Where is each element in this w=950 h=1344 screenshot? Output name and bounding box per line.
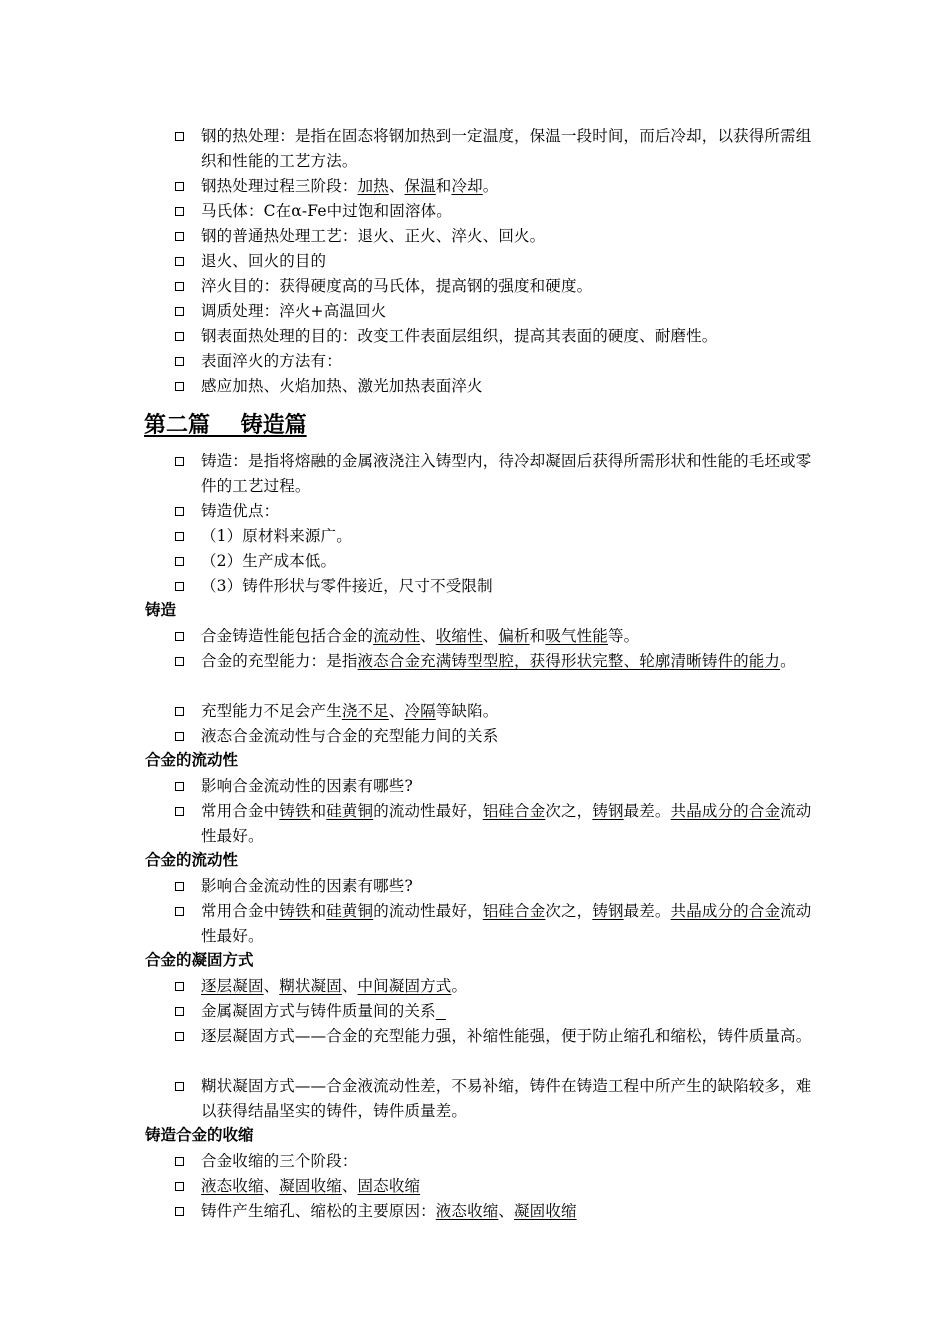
list-item: 逐层凝固方式——合金的充型能力强，补缩性能强，便于防止缩孔和缩松，铸件质量高。 [201,1027,812,1045]
checkbox-icon [175,907,184,916]
underlined-term: 冷却 [451,177,483,195]
underlined-term: 液态收缩 [201,1177,264,1195]
text: 和 [529,627,546,645]
text: 、 [263,1177,280,1195]
list-item: 调质处理：淬火+高温回火 [201,302,387,320]
checkbox-icon [175,182,184,191]
list-item [201,174,813,199]
text: 、 [420,627,436,645]
checkbox-icon [175,707,184,716]
text: 充型能力不足会产生 [201,702,342,720]
text: 金属凝固方式与铸件质量间的关系 [201,1002,436,1020]
underlined-term: 收缩性 [435,627,483,645]
text: 、 [482,627,499,645]
text: 。 [482,177,499,195]
text: 、 [341,1177,358,1195]
underlined-term: 铝硅合金 [482,802,546,820]
checkbox-icon [175,457,184,466]
text: 、 [498,1202,515,1220]
list-item: 钢的热处理：是指在固态将钢加热到一定温度，保温一段时间，而后冷却，以获得所需组织和性能的工艺方法。 [201,127,812,170]
underlined-term: 液态收缩 [435,1202,499,1220]
underlined-term: 偏析 [498,627,530,645]
underlined-term: 中间凝固方式 [357,977,452,995]
list-item: 铸造：是指将熔融的金属液浇注入铸型内，待冷却凝固后获得所需形状和性能的毛坯或零件的工艺过程。 [201,452,812,495]
list-item: 影响合金流动性的因素有哪些? [201,877,413,895]
checkbox-icon [175,582,184,591]
list-item [201,699,813,724]
checkbox-icon [175,382,184,391]
checkbox-icon [175,357,184,366]
list-item [201,999,813,1024]
section-heading: 合金的流动性 [145,851,239,869]
checkbox-icon [175,1207,184,1216]
text: 的流动性最好， [373,802,483,820]
list-item [201,624,813,649]
list-item [201,1174,813,1199]
list-item: 钢表面热处理的目的：改变工件表面层组织，提高其表面的硬度、耐磨性。 [201,327,718,345]
text: 。 [451,977,468,995]
section-heading: 铸造 [145,601,177,619]
list-item [201,1199,813,1224]
text: 的流动性最好， [373,902,483,920]
text: 流动性最好。 [201,802,812,845]
text: 、 [263,977,280,995]
text: 等缺陷。 [435,702,499,720]
text: 次之， [545,902,593,920]
checkbox-icon [175,1007,184,1016]
text: 和 [435,177,452,195]
list-item: （3）铸件形状与零件接近，尺寸不受限制 [201,577,493,595]
list-item [201,899,813,949]
text: 。 [780,652,796,670]
text: 、 [388,702,405,720]
checkbox-icon [175,632,184,641]
underlined-term: 铸铁 [279,802,311,820]
text: 、 [388,177,405,195]
checkbox-icon [175,732,184,741]
checkbox-icon [175,1082,184,1091]
text: 铸件产生缩孔、缩松的主要原因： [201,1202,436,1220]
list-item: 影响合金流动性的因素有哪些? [201,777,413,795]
list-item: （1）原材料来源广。 [201,527,352,545]
section-heading: 合金的流动性 [145,751,239,769]
list-item: 淬火目的：获得硬度高的马氏体，提高钢的强度和硬度。 [201,277,593,295]
list-item: 退火、回火的目的 [201,252,327,270]
text: 和 [310,802,327,820]
underlined-term: 硅黄铜 [326,802,374,820]
text: 流动性最好。 [201,902,812,945]
underlined-term: 凝固收缩 [514,1202,577,1220]
checkbox-icon [175,882,184,891]
underlined-term: 共晶成分的合金 [670,802,781,820]
checkbox-icon [175,207,184,216]
checkbox-icon [175,1157,184,1166]
text: 、 [341,977,358,995]
underlined-term: 浇不足 [341,702,389,720]
checkbox-icon [175,282,184,291]
text: 钢热处理过程三阶段： [201,177,358,195]
checkbox-icon [175,657,184,666]
list-item: 液态合金流动性与合金的充型能力间的关系 [201,727,499,745]
checkbox-icon [175,1182,184,1191]
text: 合金铸造性能包括合金的 [201,627,374,645]
underlined-term: 保温 [404,177,436,195]
text: 等。 [607,627,640,645]
checkbox-icon [175,257,184,266]
text: 常用合金中 [201,802,280,820]
checkbox-icon [175,307,184,316]
list-item: 表面淬火的方法有： [201,352,342,370]
text: 次之， [545,802,593,820]
blank-underline [436,1002,446,1020]
text: 和 [310,902,327,920]
checkbox-icon [175,532,184,541]
checkbox-icon [175,557,184,566]
checkbox-icon [175,982,184,991]
checkbox-icon [175,1032,184,1041]
underlined-term: 冷隔 [404,702,436,720]
underlined-term: 铝硅合金 [482,902,546,920]
text: 最差。 [623,902,671,920]
underlined-term: 铸铁 [279,902,311,920]
text: 最差。 [623,802,671,820]
underlined-term: 铸钢 [592,802,624,820]
underlined-term: 硅黄铜 [326,902,374,920]
underlined-term: 吸气性能 [545,627,608,645]
list-item: 合金收缩的三个阶段： [201,1152,358,1170]
underlined-term: 共晶成分的合金 [670,902,781,920]
list-item: 感应加热、火焰加热、激光加热表面淬火 [201,377,483,395]
list-item: 马氏体：C在α-Fe中过饱和固溶体。 [201,202,452,220]
checkbox-icon [175,132,184,141]
list-item [201,799,813,849]
text: 常用合金中 [201,902,280,920]
underlined-term: 固态收缩 [357,1177,421,1195]
section-heading: 铸造合金的收缩 [145,1126,254,1144]
underlined-term: 铸钢 [592,902,624,920]
list-item [201,974,813,999]
part-title: 第二篇 铸造篇 [144,412,307,438]
checkbox-icon [175,807,184,816]
checkbox-icon [175,782,184,791]
underlined-term: 液态合金充满铸型型腔，获得形状完整、轮廓清晰铸件的能力 [357,652,781,670]
list-item: （2）生产成本低。 [201,552,337,570]
underlined-term: 加热 [357,177,389,195]
list-item: 糊状凝固方式——合金液流动性差，不易补缩，铸件在铸造工程中所产生的缺陷较多，难以获得结晶坚实的铸件，铸件质量差。 [201,1077,812,1120]
section-heading: 合金的凝固方式 [145,951,254,969]
list-item: 铸造优点： [201,502,280,520]
underlined-term: 凝固收缩 [279,1177,342,1195]
underlined-term: 糊状凝固 [279,977,342,995]
list-item [201,649,813,674]
checkbox-icon [175,332,184,341]
checkbox-icon [175,232,184,241]
underlined-term: 流动性 [373,627,421,645]
underlined-term: 逐层凝固 [201,977,264,995]
list-item: 钢的普通热处理工艺：退火、正火、淬火、回火。 [201,227,546,245]
text: 合金的充型能力：是指 [201,652,358,670]
checkbox-icon [175,507,184,516]
